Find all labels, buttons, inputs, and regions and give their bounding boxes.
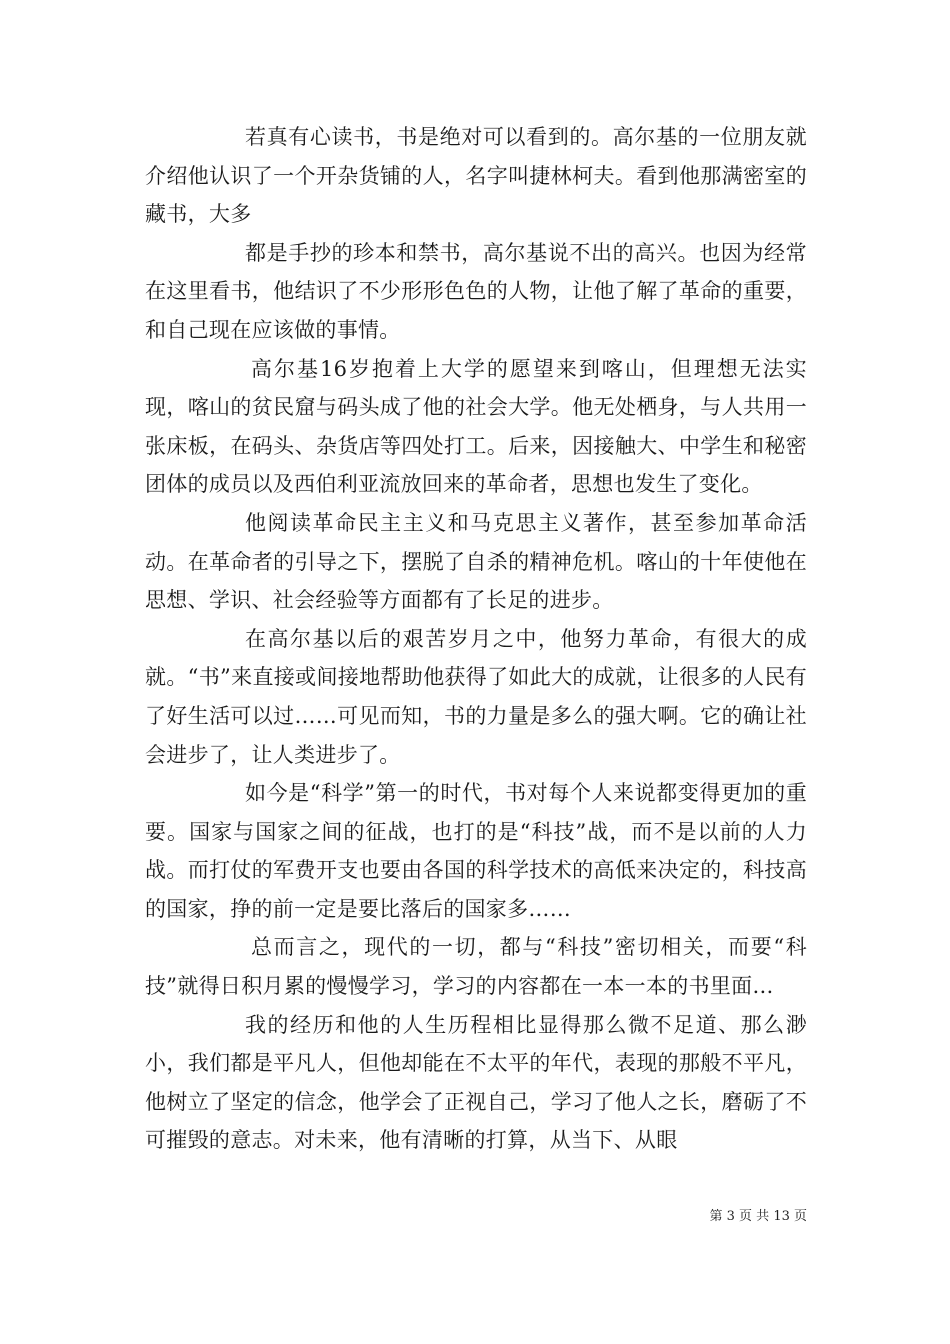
paragraph-6: 如今是“科学”第一的时代，书对每个人来说都变得更加的重要。国家与国家之间的征战，也打的是“科技”战，而不是以前的人力战。而打仗的军费开支也要由各国的科学技术的高低来决定的，科技高的国家，挣的前一定是要比落后的国家多…… — [145, 781, 807, 921]
paragraph-1: 若真有心读书，书是绝对可以看到的。高尔基的一位朋友就介绍他认识了一个开杂货铺的人，名字叫捷林柯夫。看到他那满密室的藏书，大多 — [145, 125, 807, 227]
document-body — [145, 118, 807, 1160]
paragraph-5: 在高尔基以后的艰苦岁月之中，他努力革命，有很大的成就。“书”来直接或间接地帮助他获得了如此大的成就，让很多的人民有了好生活可以过……可见而知，书的力量是多么的强大啊。它的确让社会进步了，让人类进步了。 — [145, 626, 807, 767]
paragraph-2: 都是手抄的珍本和禁书，高尔基说不出的高兴。也因为经常在这里看书，他结识了不少形形色色的人物，让他了解了革命的重要，和自己现在应该做的事情。 — [145, 240, 807, 342]
paragraph-3: 高尔基16岁抱着上大学的愿望来到喀山，但理想无法实现，喀山的贫民窟与码头成了他的社会大学。他无处栖身，与人共用一张床板，在码头、杂货店等四处打工。后来，因接触大、中学生和秘密团体的成员以及西伯利亚流放回来的革命者，思想也发生了变化。 — [145, 356, 807, 497]
page-number-footer: 第 3 页 共 13 页 — [709, 1209, 807, 1224]
paragraph-4: 他阅读革命民主主义和马克思主义著作，甚至参加革命活动。在革命者的引导之下，摆脱了自杀的精神危机。喀山的十年使他在思想、学识、社会经验等方面都有了长足的进步。 — [145, 510, 807, 613]
paragraph-7: 总而言之，现代的一切，都与“科技”密切相关，而要“科技”就得日积月累的慢慢学习，学习的内容都在一本一本的书里面… — [145, 935, 807, 999]
paragraph-8: 我的经历和他的人生历程相比显得那么微不足道、那么渺小，我们都是平凡人，但他却能在不太平的年代，表现的那般不平凡，他树立了坚定的信念，他学会了正视自己，学习了他人之长，磨砺了不可摧毁的意志。对未来，他有清晰的打算，从当下、从眼 — [145, 1012, 807, 1153]
